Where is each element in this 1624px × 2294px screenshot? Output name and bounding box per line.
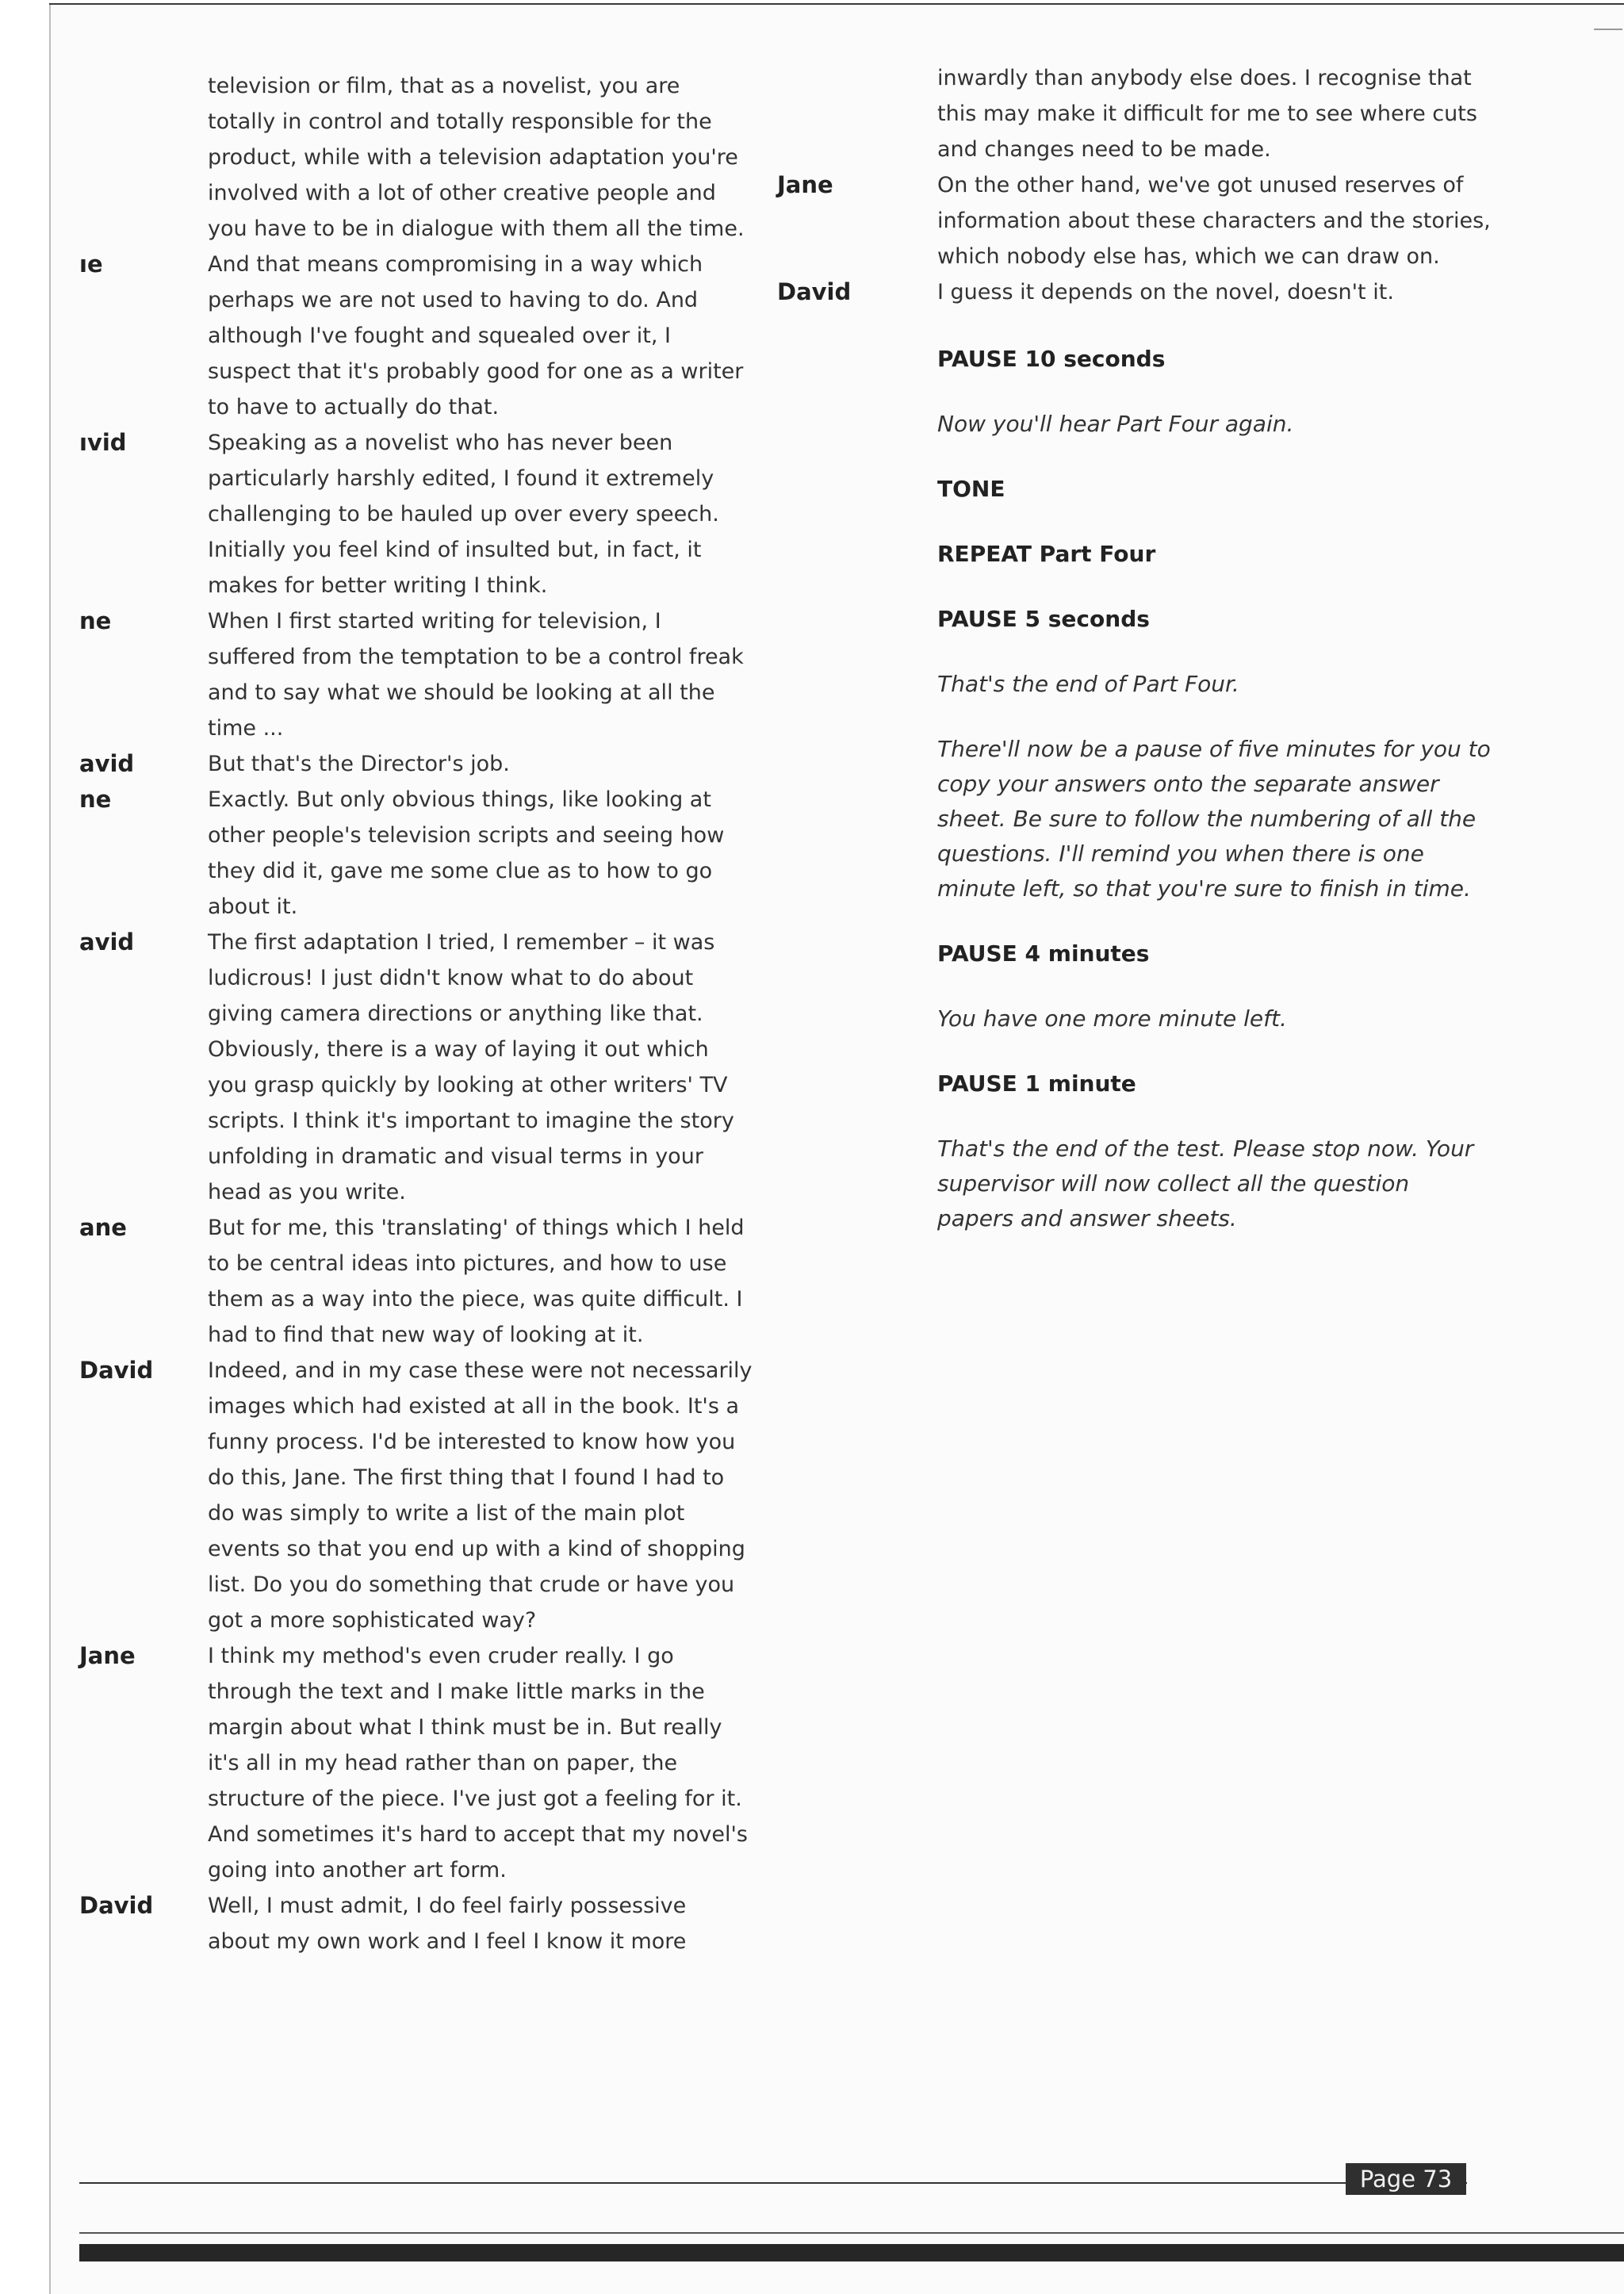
dialogue-entry — [79, 782, 753, 925]
hear-again-instruction: Now you'll hear Part Four again. — [937, 411, 1294, 437]
dialogue-text: Indeed, and in my case these were not necessarily images which had existed at all in the book. It's a funny process. I'd be interested to know how you do this, Jane. The first thing that I found I had to do was simply to write a list of the main plot events so that you end up with a kind of shopping list. Do you do something that crude or have you got a more sophisticated way? — [208, 1358, 753, 1633]
end-of-test: That's the end of the test. Please stop now. Your supervisor will now collect all the question papers and answer sheets. — [937, 1136, 1474, 1231]
dialogue-entry — [79, 603, 753, 746]
speaker-name: avid — [79, 750, 135, 777]
speaker-name: Jane — [777, 171, 833, 198]
dialogue-text: I guess it depends on the novel, doesn't it. — [937, 280, 1394, 304]
dialogue-entry — [79, 1353, 753, 1638]
dialogue-text: When I first started writing for television, I suffered from the temptation to be a control freak and to say what we should be looking at all the time ... — [208, 609, 744, 741]
footer-rule — [79, 2182, 1467, 2184]
dialogue-text: Speaking as a novelist who has never been particularly harshly edited, I found it extremely challenging to be hauled up over every speech. Initially you feel kind of insulted but, in fact, it makes for better writing I think. — [208, 431, 719, 598]
dialogue-text: But for me, this 'translating' of things which I held to be central ideas into pictures, and how to use them as a way into the piece, was quite difficult. I had to find that new way of looking at it. — [208, 1216, 745, 1347]
one-minute-left: You have one more minute left. — [937, 1005, 1287, 1032]
repeat-part-four: REPEAT Part Four — [937, 541, 1156, 567]
bottom-rule — [79, 2232, 1624, 2234]
speaker-name: David — [777, 278, 852, 305]
dialogue-entry — [79, 425, 753, 603]
bottom-bar — [79, 2244, 1624, 2261]
scan-mark — [1594, 29, 1622, 30]
dialogue-text: But that's the Director's job. — [208, 752, 510, 776]
dialogue-text: On the other hand, we've got unused reserves of information about these characters and the stories, which nobody else has, which we can draw on. — [937, 173, 1491, 269]
tone-cue: TONE — [937, 476, 1005, 502]
dialogue-text: Exactly. But only obvious things, like looking at other people's television scripts and seeing how they did it, gave me some clue as to how to go about it. — [208, 787, 725, 919]
dialogue-text: Well, I must admit, I do feel fairly possessive about my own work and I feel I know it more — [208, 1894, 687, 1954]
left-column — [79, 68, 753, 1959]
right-column — [777, 60, 1491, 1236]
dialogue-text: And that means compromising in a way which perhaps we are not used to having to do. And although I've fought and squealed over it, I suspect that it's probably good for one as a writer to have to actually do that. — [208, 252, 744, 419]
copy-answers-instructions: There'll now be a pause of five minutes for you to copy your answers onto the separate answer sheet. Be sure to follow the numbering of all the questions. I'll remind you when there is one minute left, so that you're sure to finish in time. — [937, 736, 1491, 902]
dialogue-text: inwardly than anybody else does. I recognise that this may make it difficult for me to see where cuts and changes need to be made. — [937, 66, 1477, 162]
dialogue-entry — [79, 1638, 753, 1888]
pause-10-seconds: PAUSE 10 seconds — [937, 346, 1166, 372]
speaker-name: ne — [79, 786, 112, 813]
pause-4-minutes: PAUSE 4 minutes — [937, 940, 1150, 967]
dialogue-entry — [79, 68, 753, 247]
speaker-name: ıe — [79, 251, 103, 278]
dialogue-text: The first adaptation I tried, I remember – it was ludicrous! I just didn't know what to do about giving camera directions or anything like that. Obviously, there is a way of laying it out which you grasp quickly by looking at other writers' TV scripts. I think it's important to imagine the story unfolding in dramatic and visual terms in your head as you write. — [208, 930, 734, 1204]
dialogue-entry — [777, 60, 1491, 167]
speaker-name: ıvid — [79, 429, 127, 456]
dialogue-text: television or film, that as a novelist, you are totally in control and totally responsible for the product, while with a television adaptation you're involved with a lot of other creative people and you have to be in dialogue with them all the time. — [208, 74, 745, 241]
scan-edge-top — [49, 3, 1624, 5]
speaker-name: Jane — [79, 1642, 136, 1669]
dialogue-text: I think my method's even cruder really. I go through the text and I make little marks in the margin about what I think must be in. But really it's all in my head rather than on paper, the structure of the piece. I've just got a feeling for it. And sometimes it's hard to accept that my novel's going into another art form. — [208, 1644, 748, 1882]
speaker-name: ne — [79, 607, 112, 634]
dialogue-entry — [79, 1888, 753, 1959]
speaker-name: avid — [79, 929, 135, 956]
speaker-name: ane — [79, 1214, 127, 1241]
end-part-four: That's the end of Part Four. — [937, 671, 1239, 697]
pause-1-minute: PAUSE 1 minute — [937, 1070, 1136, 1097]
dialogue-entry — [777, 274, 1491, 310]
page-number-badge: Page 73 — [1346, 2163, 1466, 2195]
speaker-name: David — [79, 1357, 154, 1384]
speaker-name: David — [79, 1892, 154, 1919]
pause-5-seconds: PAUSE 5 seconds — [937, 606, 1150, 632]
dialogue-entry — [79, 925, 753, 1210]
dialogue-entry — [79, 746, 753, 782]
dialogue-entry — [79, 247, 753, 425]
dialogue-entry — [777, 167, 1491, 274]
dialogue-entry — [79, 1210, 753, 1353]
